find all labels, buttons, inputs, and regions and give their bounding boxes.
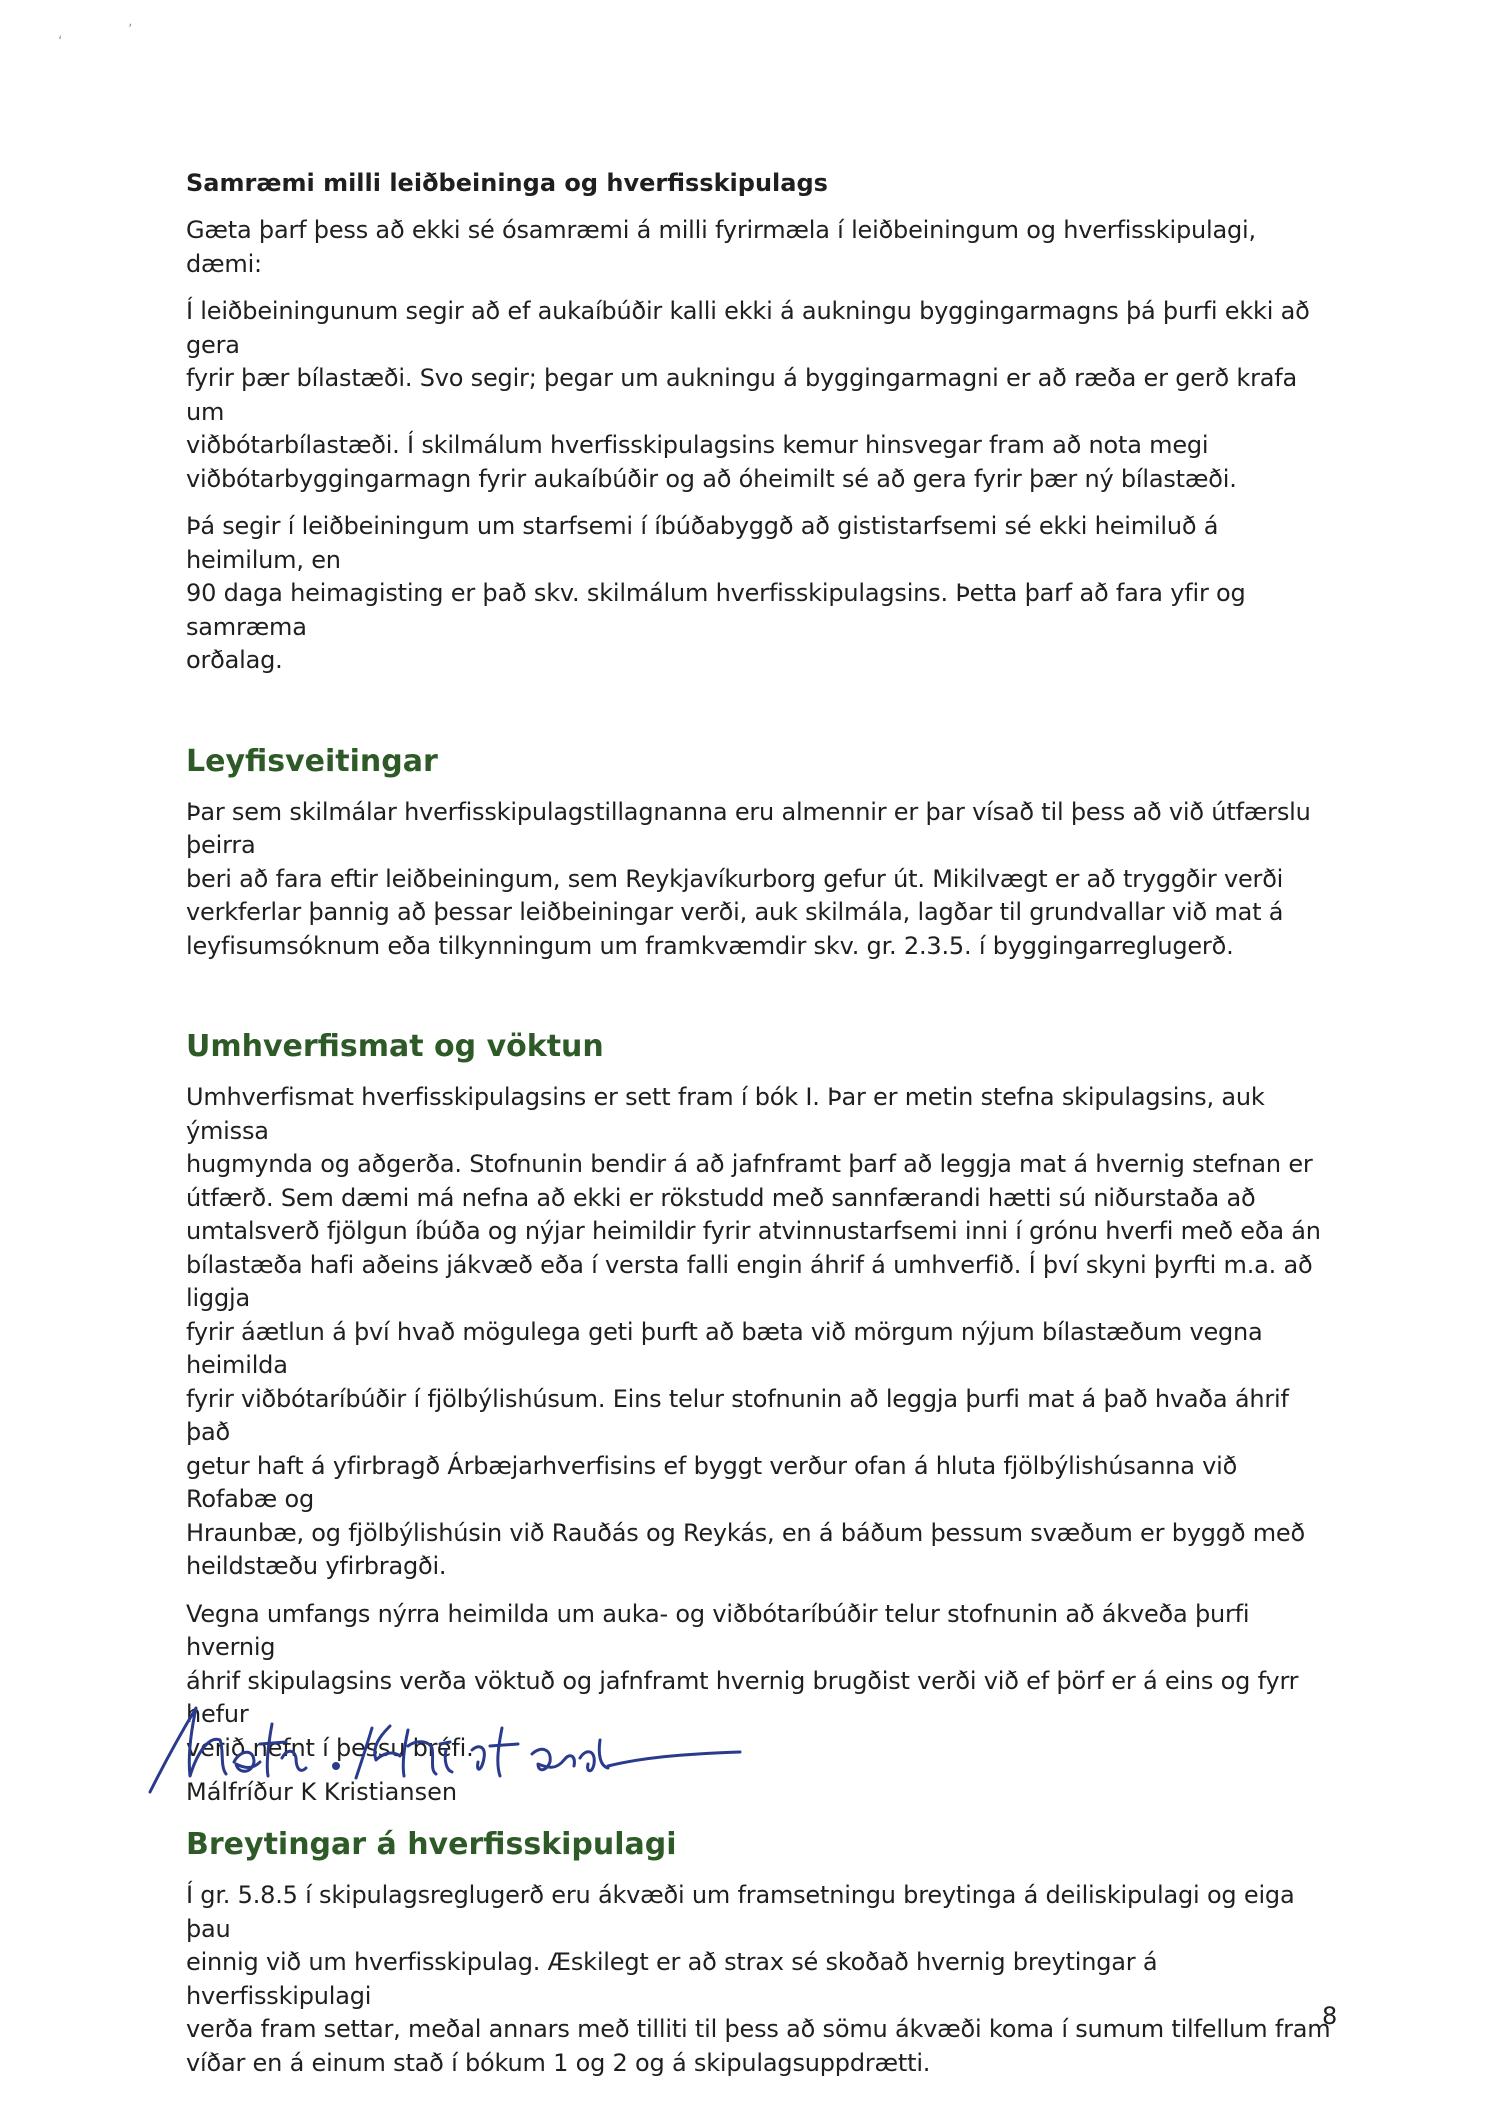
signatory-name: Málfríður K Kristiansen bbox=[186, 1778, 458, 1806]
scan-artifact-mark: ʼ bbox=[128, 22, 133, 38]
samraemi-paragraph-1: Gæta þarf þess að ekki sé ósamræmi á milli fyrirmæla í leiðbeiningum og hverfisskipulagi, dæmi: bbox=[186, 216, 1256, 278]
umhverfismat-heading: Umhverfismat og vöktun bbox=[186, 1029, 604, 1064]
scan-artifact-mark: ʻ bbox=[58, 34, 63, 50]
samraemi-heading: Samræmi milli leiðbeininga og hverfisskipulags bbox=[186, 169, 828, 197]
breytingar-heading: Breytingar á hverfisskipulagi bbox=[186, 1827, 677, 1862]
samraemi-paragraph-2: Í leiðbeiningunum segir að ef aukaíbúðir kalli ekki á aukningu byggingarmagns þá þurfi ekki að gera fyrir þær bílastæði. Svo segir; þegar um aukningu á byggingarmagni er að ræða er gerð krafa um viðbótarbílastæði. Í skilmálum hverfisskipulagsins kemur hinsvegar fram að nota megi viðbótarbyggingarmagn fyrir aukaíbúðir og að óheimilt sé að gera fyrir þær ný bílastæði. bbox=[186, 297, 1310, 493]
samraemi-paragraph-3: Þá segir í leiðbeiningum um starfsemi í íbúðabyggð að gististarfsemi sé ekki heimiluð á heimilum, en 90 daga heimagisting er það skv. skilmálum hverfisskipulagsins. Þetta þarf að fara yfir og samræma orðalag. bbox=[186, 512, 1246, 674]
breytingar-paragraph-1: Í gr. 5.8.5 í skipulagsreglugerð eru ákvæði um framsetningu breytinga á deiliskipulagi og eiga þau einnig við um hverfisskipulag. Æskilegt er að strax sé skoðað hvernig breytingar á hverfisskipulagi verða fram settar, meðal annars með tilliti til þess að sömu ákvæði koma í sumum tilfellum fram víðar en á einum stað í bókum 1 og 2 og á skipulagsuppdrætti. bbox=[186, 1881, 1331, 2077]
leyfisveitingar-heading: Leyfisveitingar bbox=[186, 743, 438, 779]
leyfisveitingar-paragraph-1: Þar sem skilmálar hverfisskipulagstillagnanna eru almennir er þar vísað til þess að við útfærslu þeirra beri að fara eftir leiðbeiningum, sem Reykjavíkurborg gefur út. Mikilvægt er að tryggðir verði verkferlar þannig að þessar leiðbeiningar verði, auk skilmála, lagðar til grundvallar við mat á leyfisumsóknum eða tilkynningum um framkvæmdir skv. gr. 2.3.5. í byggingarreglugerð. bbox=[186, 797, 1311, 960]
page-number: 8 bbox=[1322, 2002, 1338, 2030]
umhverfismat-paragraph-2: Vegna umfangs nýrra heimilda um auka- og viðbótaríbúðir telur stofnunin að ákveða þurfi hvernig áhrif skipulagsins verða vöktuð og jafnframt hvernig brugðist verði við ef þörf er á eins og fyrr hefur verið nefnt í þessu bréfi. bbox=[186, 1599, 1299, 1762]
umhverfismat-paragraph-1: Umhverfismat hverfisskipulagsins er sett fram í bók I. Þar er metin stefna skipulagsins, auk ýmissa hugmynda og aðgerða. Stofnunin bendir á að jafnframt þarf að leggja mat á hvernig stefnan er útfærð. Sem dæmi má nefna að ekki er rökstudd með sannfærandi hætti sú niðurstaða að umtalsverð fjölgun íbúða og nýjar heimildir fyrir atvinnustarfsemi inni í grónu hverfi með eða án bílastæða hafi aðeins jákvæð eða í versta falli engin áhrif á umhverfið. Í því skyni þyrfti m.a. að liggja fyrir áætlun á því hvað mögulega geti þurft að bæta við mörgum nýjum bílastæðum vegna heimilda fyrir viðbótaríbúðir í fjölbýlishúsum. Eins telur stofnunin að leggja þurfi mat á það hvaða áhrif það getur haft á yfirbragð Árbæjarhverfisins ef byggt verður ofan á hluta fjölbýlishúsanna við Rofabæ og Hraunbæ, og fjölbýlishúsin við Rauðás og Reykás, en á báðum þessum svæðum er byggð með heildstæðu yfirbragði. bbox=[186, 1083, 1321, 1580]
